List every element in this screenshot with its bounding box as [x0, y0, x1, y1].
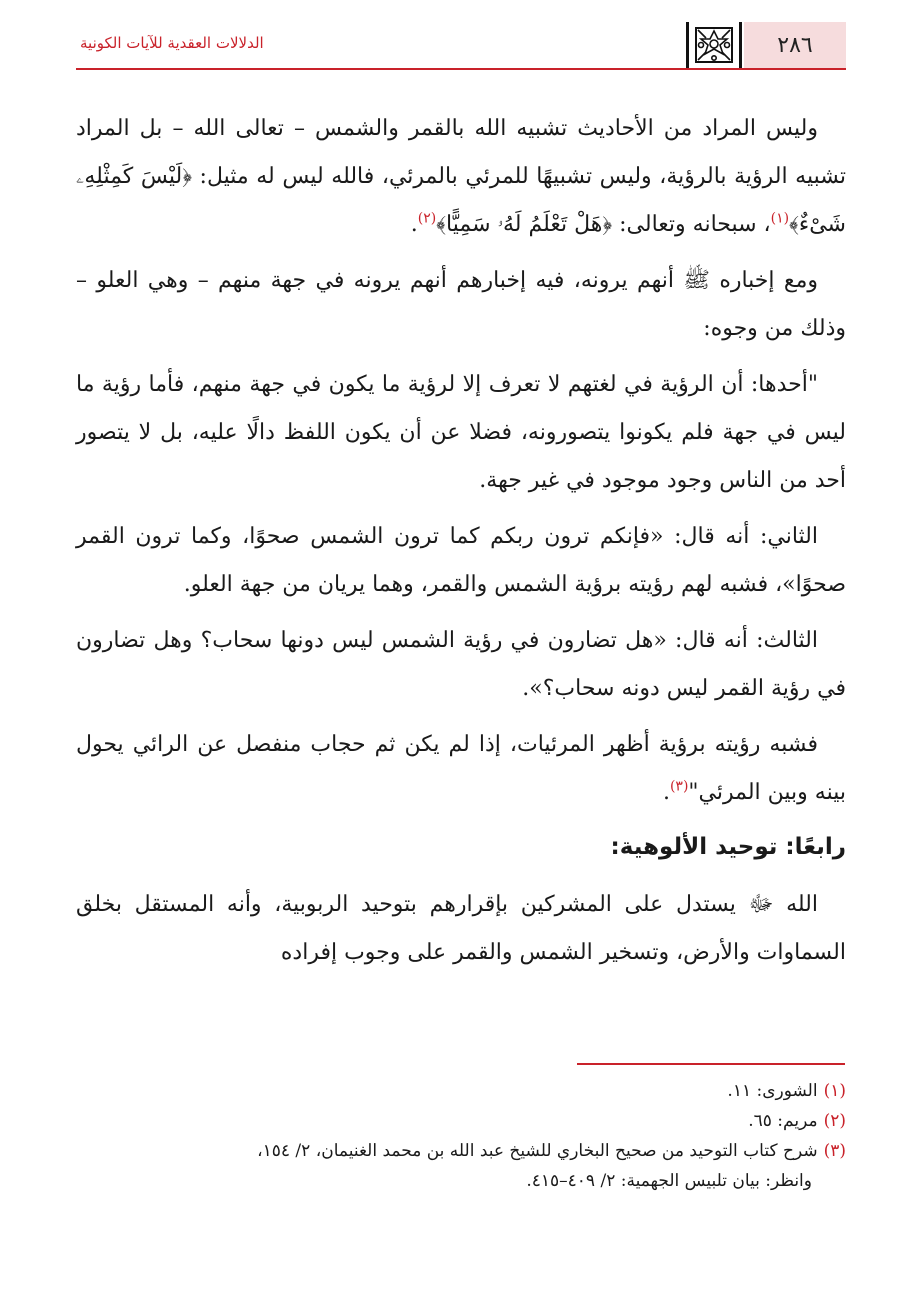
arabesque-ornament-icon	[686, 22, 742, 68]
footnote-ref-3[interactable]: (٣)	[669, 778, 689, 795]
footnote-2	[76, 1106, 846, 1136]
paragraph-4: الثاني: أنه قال: «فإنكم ترون ربكم كما ترون الشمس صحوًا، وكما ترون القمر صحوًا»، فشبه لهم رؤيته برؤية الشمس والقمر، وهما يريان من جهة العلو.	[76, 524, 846, 597]
footnote-3-text: شرح كتاب التوحيد من صحيح البخاري للشيخ عبد الله بن محمد الغنيمان، ٢/ ١٥٤،	[257, 1141, 818, 1161]
paragraph-6	[76, 721, 846, 817]
paragraph-1-mid: ، سبحانه وتعالى:	[612, 212, 771, 237]
section-heading: رابعًا: توحيد الألوهية:	[610, 834, 846, 860]
footnote-ref-1[interactable]: (١)	[770, 210, 790, 227]
paragraph-5: الثالث: أنه قال: «هل تضارون في رؤية الشمس ليس دونها سحاب؟ وهل تضارون في رؤية القمر ليس دونه سحاب؟».	[76, 628, 846, 701]
paragraph-6-text: فشبه رؤيته برؤية أظهر المرئيات، إذا لم يكن ثم حجاب منفصل عن الرائي يحول بينه وبين المرئي"	[76, 732, 846, 805]
paragraph-1	[76, 105, 846, 249]
footnote-divider	[577, 1063, 845, 1065]
main-text	[76, 105, 846, 985]
footnote-2-text: مريم: ٦٥.	[748, 1111, 818, 1131]
footnote-ref-2[interactable]: (٢)	[417, 210, 437, 227]
paragraph-2: ومع إخباره ﷺ أنهم يرونه، فيه إخبارهم أنهم يرونه في جهة منهم – وهي العلو – وذلك من وجوه:	[76, 268, 846, 341]
paragraph-1-end: .	[410, 212, 418, 237]
paragraph-1-text: وليس المراد من الأحاديث تشبيه الله بالقمر والشمس – تعالى الله – بل المراد تشبيه الرؤية بالرؤية، وليس تشبيهًا للمرئي بالمرئي، فالله ليس له مثيل:	[76, 116, 846, 189]
paragraph-7: الله ﷻ يستدل على المشركين بإقرارهم بتوحيد الربوبية، وأنه المستقل بخلق السماوات والأرض، وتسخير الشمس والقمر على وجوب إفراده	[76, 892, 846, 965]
quran-verse-2: ﴿هَلْ تَعْلَمُ لَهُۥ سَمِيًّا﴾	[436, 212, 613, 237]
paragraph-6-end: .	[662, 780, 670, 805]
footnote-1	[76, 1076, 846, 1106]
quran-verse-1: ﴿لَيْسَ كَمِثْلِهِۦ شَىْءٌ﴾	[76, 164, 846, 237]
footnote-1-text: الشورى: ١١.	[727, 1081, 818, 1101]
footnote-3-number: (٣)	[823, 1141, 846, 1161]
header-divider	[76, 68, 846, 70]
page-number: ٢٨٦	[744, 22, 846, 68]
footnote-3	[76, 1136, 846, 1166]
running-title: الدلالات العقدية للآيات الكونية	[80, 34, 264, 52]
page-header	[76, 22, 846, 70]
footnote-3-continuation: وانظر: بيان تلبيس الجهمية: ٢/ ٤٠٩–٤١٥.	[526, 1171, 812, 1191]
footnote-1-number: (١)	[823, 1081, 846, 1101]
footnotes	[76, 1076, 846, 1196]
footnote-2-number: (٢)	[823, 1111, 846, 1131]
paragraph-3: "أحدها: أن الرؤية في لغتهم لا تعرف إلا لرؤية ما يكون في جهة منهم، فأما رؤية ما ليس في جهة فلم يكونوا يتصورونه، فضلا عن أن يكون اللفظ دالًا عليه، بل لا يتصور أحد من الناس وجود موجود في غير جهة.	[76, 372, 847, 493]
